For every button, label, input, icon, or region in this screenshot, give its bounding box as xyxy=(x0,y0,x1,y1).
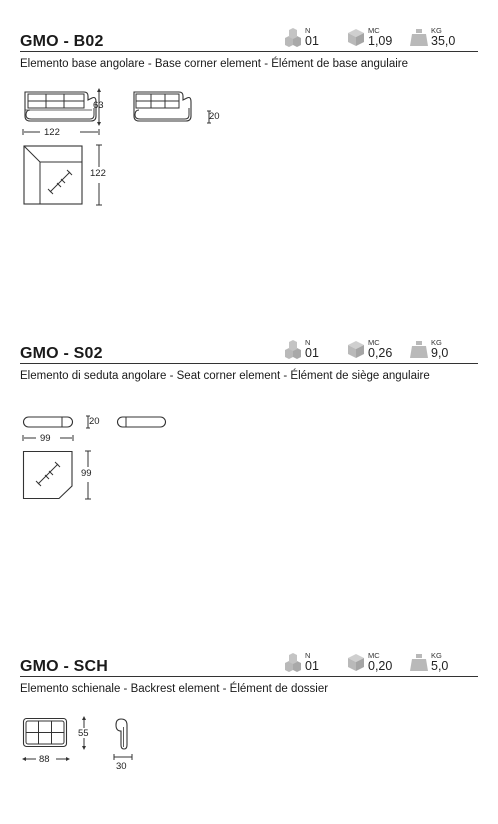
stat-kg-value: 5,0 xyxy=(431,659,449,673)
box-icon xyxy=(346,27,366,47)
product-code: GMO - S02 xyxy=(20,345,103,362)
stat-mc-value: 1,09 xyxy=(368,34,393,48)
front-view-drawing xyxy=(22,415,74,429)
divider xyxy=(20,51,478,52)
product-description: Elemento base angolare - Base corner element - Élément de base angulaire xyxy=(20,58,409,70)
weight-icon xyxy=(409,27,429,47)
product-code: GMO - B02 xyxy=(20,33,104,50)
depth-label: 99 xyxy=(81,468,92,479)
boxes-icon xyxy=(283,339,303,359)
top-view-drawing xyxy=(22,450,74,500)
depth-label: 30 xyxy=(116,761,127,772)
stat-mc-value: 0,20 xyxy=(368,659,393,673)
width-label: 122 xyxy=(44,127,60,138)
width-label: 99 xyxy=(40,433,51,444)
depth-dimension-line xyxy=(113,753,133,761)
stat-n-value: 01 xyxy=(305,346,319,360)
stat-mc-value: 0,26 xyxy=(368,346,393,360)
weight-icon xyxy=(409,339,429,359)
stat-mc-label: MC xyxy=(368,338,380,347)
box-icon xyxy=(346,339,366,359)
stat-n-label: N xyxy=(305,651,311,660)
side-view-drawing xyxy=(113,717,137,751)
width-label: 88 xyxy=(39,754,50,765)
depth-label: 122 xyxy=(90,168,106,179)
divider xyxy=(20,676,478,677)
stat-n-value: 01 xyxy=(305,659,319,673)
stat-n-label: N xyxy=(305,338,311,347)
stat-kg-value: 9,0 xyxy=(431,346,449,360)
product-code: GMO - SCH xyxy=(20,658,109,675)
stat-mc-label: MC xyxy=(368,26,380,35)
height-label: 63 xyxy=(93,100,104,111)
boxes-icon xyxy=(283,27,303,47)
thickness-label: 20 xyxy=(209,111,220,122)
box-icon xyxy=(346,652,366,672)
side-view-drawing xyxy=(116,415,168,429)
width-dimension-line xyxy=(22,128,100,136)
stat-kg-label: KG xyxy=(431,338,442,347)
stat-n-label: N xyxy=(305,26,311,35)
divider xyxy=(20,363,478,364)
stat-mc-label: MC xyxy=(368,651,380,660)
thickness-label: 20 xyxy=(89,416,100,427)
height-label: 55 xyxy=(78,728,89,739)
product-description: Elemento schienale - Backrest element - Élément de dossier xyxy=(20,683,329,695)
product-description: Elemento di seduta angolare - Seat corner element - Élément de siège angulaire xyxy=(20,370,430,382)
stat-kg-label: KG xyxy=(431,26,442,35)
top-view-drawing xyxy=(22,144,84,206)
boxes-icon xyxy=(283,652,303,672)
stat-kg-label: KG xyxy=(431,651,442,660)
weight-icon xyxy=(409,652,429,672)
front-view-drawing xyxy=(22,717,68,749)
side-view-drawing xyxy=(131,88,201,128)
stat-n-value: 01 xyxy=(305,34,319,48)
stat-kg-value: 35,0 xyxy=(431,34,456,48)
